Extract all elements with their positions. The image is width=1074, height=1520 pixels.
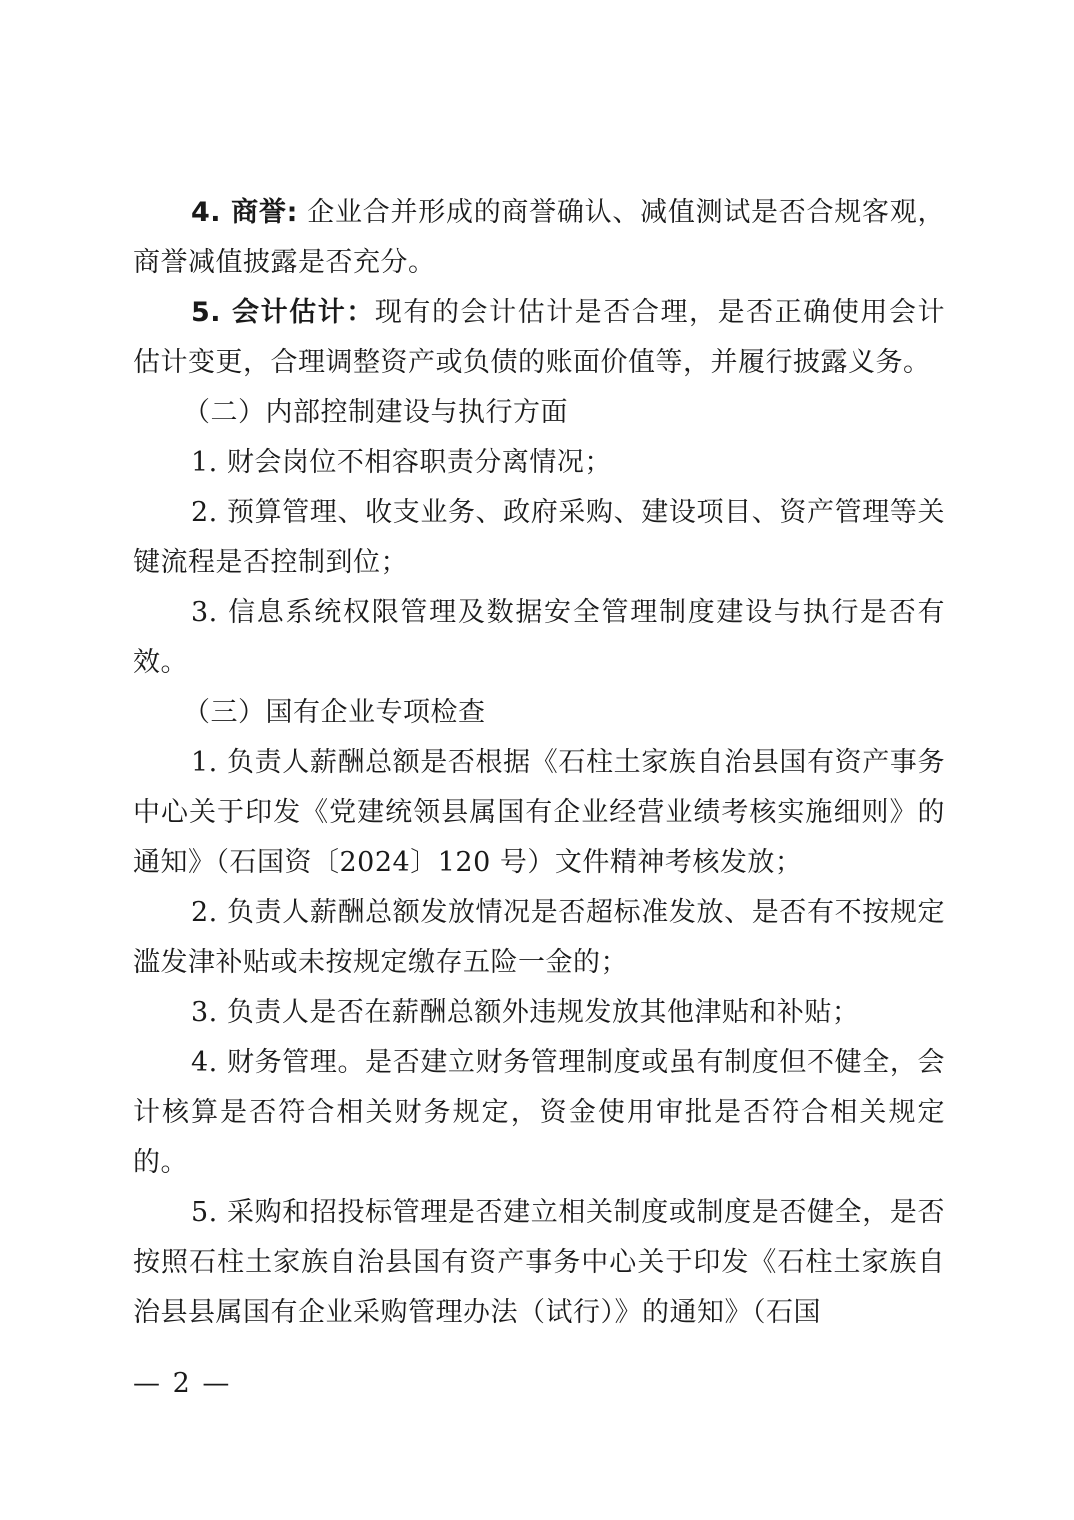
list-item-text: 3. 信息系统权限管理及数据安全管理制度建设与执行是否有效。 [133,597,945,678]
section-heading-text: （三）国有企业专项检查 [183,697,486,728]
list-item-text: 4. 财务管理。是否建立财务管理制度或虽有制度但不健全，会计核算是否符合相关财务规定，资金使用审批是否符合相关规定的。 [133,1047,945,1178]
paragraph-lead: 5. 会计估计： [191,297,375,328]
paragraph-accounting-estimates [133,288,945,388]
list-item [133,1188,945,1338]
section-heading-internal-control [133,388,945,438]
section-heading-text: （二）内部控制建设与执行方面 [183,397,568,428]
document-body [133,188,945,1338]
list-item-text: 3. 负责人是否在薪酬总额外违规发放其他津贴和补贴； [191,997,860,1028]
list-item-text: 2. 预算管理、收支业务、政府采购、建设项目、资产管理等关键流程是否控制到位； [133,497,945,578]
list-item [133,1038,945,1188]
list-item-text: 5. 采购和招投标管理是否建立相关制度或制度是否健全，是否按照石柱土家族自治县国有资产事务中心关于印发《石柱土家族自治县县属国有企业采购管理办法（试行）》的通知》（石国 [133,1197,945,1328]
paragraph-text: 企业合并形成的商誉确认、减值测试是否合规客观，商誉减值披露是否充分。 [133,197,945,278]
section-heading-soe-inspection [133,688,945,738]
list-item [133,438,945,488]
list-item [133,988,945,1038]
list-item-text: 1. 负责人薪酬总额是否根据《石柱土家族自治县国有资产事务中心关于印发《党建统领县属国有企业经营业绩考核实施细则》的通知》（石国资〔2024〕120 号）文件精神考核发放； [133,747,945,878]
list-item [133,888,945,988]
list-item [133,488,945,588]
list-item-text: 2. 负责人薪酬总额发放情况是否超标准发放、是否有不按规定滥发津补贴或未按规定缴存五险一金的； [133,897,945,978]
list-item-text: 1. 财会岗位不相容职责分离情况； [191,447,612,478]
paragraph-lead: 4. 商誉: [191,197,298,228]
paragraph-goodwill [133,188,945,288]
paragraph-text: 现有的会计估计是否合理，是否正确使用会计估计变更，合理调整资产或负债的账面价值等，并履行披露义务。 [133,297,946,378]
page-number: — 2 — [133,1368,232,1399]
list-item [133,738,945,888]
list-item [133,588,945,688]
